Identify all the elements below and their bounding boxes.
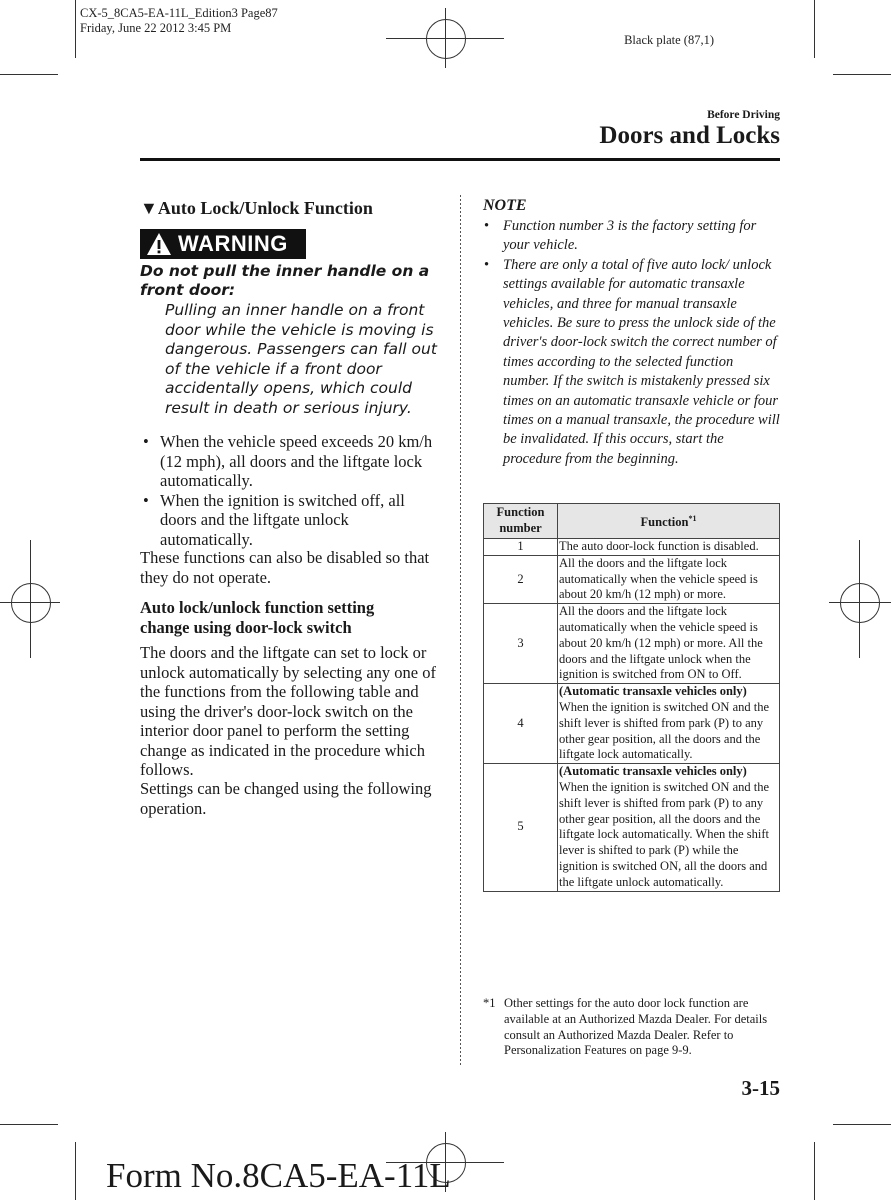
function-description: [558, 539, 780, 556]
crop-mark: [75, 1142, 76, 1200]
warning-body: Pulling an inner handle on a front door while the vehicle is moving is dangerous. Passengers can fall out of the vehicle if a front door accidentally opens, which could result in death or serious injury.: [165, 301, 437, 417]
header-function-number: [484, 504, 558, 539]
crop-mark: [75, 0, 76, 58]
list-item: • When the ignition is switched off, all doors and the liftgate unlock automatically.: [140, 491, 440, 550]
table-row: [484, 764, 780, 891]
function-number: 4: [484, 684, 558, 764]
warning-label: WARNING: [178, 231, 288, 256]
header-function-number-line1: Function: [496, 505, 545, 520]
function-text: When the ignition is switched ON and the shift lever is shifted from park (P) to any other gear position, all the doors and the liftgate lock automatically.: [559, 699, 770, 762]
table-row: [484, 604, 780, 684]
warning-lead: Do not pull the inner handle on a front door:: [140, 262, 430, 299]
function-description: [558, 684, 780, 764]
instruction-paragraph: The doors and the liftgate can set to lock or unlock automatically by selecting any one of the functions from the following table and using the driver's door-lock switch on the interior door panel to perform the setting change as indicated in the procedure which follows.: [140, 643, 436, 779]
operation-paragraph: Settings can be changed using the following operation.: [140, 779, 432, 818]
function-qualifier: (Automatic transaxle vehicles only): [559, 684, 747, 699]
function-number: 1: [484, 539, 558, 556]
column-divider: [460, 195, 461, 1065]
note-title: NOTE: [483, 197, 527, 214]
note-list: [483, 217, 783, 469]
table-row: [484, 684, 780, 764]
function-text: All the doors and the liftgate lock automatically when the vehicle speed is about 20 km/h (12 mph) or more. All the doors and the liftgate unlock when the ignition is switched from ON to Off.: [559, 604, 763, 682]
function-text: When the ignition is switched ON and the shift lever is shifted from park (P) to any other gear position, all the doors and the liftgate lock automatically. When the shift lever is shifted to park (P) while the ignition is switched ON, all the doors and the liftgate unlock automatically.: [559, 779, 770, 889]
form-number: Form No.8CA5-EA-11L: [106, 1156, 451, 1195]
crop-mark: [814, 0, 815, 58]
section-heading: ▼Auto Lock/Unlock Function: [140, 198, 373, 218]
crop-mark: [833, 74, 891, 75]
table-row: [484, 539, 780, 556]
header-function: [558, 504, 780, 539]
print-header-line1: CX-5_8CA5-EA-11L_Edition3 Page87: [80, 6, 278, 20]
function-description: [558, 764, 780, 891]
warning-triangle-icon: [146, 231, 172, 257]
disable-text: These functions can also be disabled so that they do not operate.: [140, 548, 430, 587]
feature-list: [140, 432, 440, 549]
note-item: • Function number 3 is the factory setting for your vehicle.: [483, 217, 783, 256]
header-function-number-line2: number: [499, 521, 542, 535]
list-item: • When the vehicle speed exceeds 20 km/h (12 mph), all doors and the liftgate lock automatically.: [140, 432, 440, 491]
footnote-mark: *1: [483, 996, 496, 1010]
sub-heading: Auto lock/unlock function setting change using door-lock switch: [140, 598, 375, 637]
function-number: 3: [484, 604, 558, 684]
page-title: Doors and Locks: [599, 122, 780, 149]
function-description: [558, 604, 780, 684]
footnote-text: Other settings for the auto door lock function are available at an Authorized Mazda Dealer. For details consult an Authorized Mazda Dealer. Refer to Personalization Features on page 9-9.: [504, 996, 768, 1058]
title-rule: [140, 158, 780, 161]
crop-mark: [0, 1124, 58, 1125]
table-row: [484, 555, 780, 603]
section-label: Before Driving: [707, 109, 780, 121]
crop-mark: [833, 1124, 891, 1125]
header-function-label: Function: [640, 515, 689, 530]
footnote: [483, 996, 783, 1059]
crop-mark: [814, 1142, 815, 1200]
note-item: • There are only a total of five auto lock/ unlock settings available for automatic transaxle vehicles, and three for manual transaxle vehicles. Be sure to press the unlock side of the driver's door-lock switch the correct number of times according to the selected function number. If the switch is mistakenly pressed six times on an automatic transaxle vehicle or four times on a manual transaxle, the procedure will be invalidated. If this occurs, start the procedure from the beginning.: [483, 256, 783, 469]
function-qualifier: (Automatic transaxle vehicles only): [559, 764, 747, 779]
footnote-ref: *1: [688, 514, 697, 524]
table-header-row: [484, 504, 780, 539]
print-header-line2: Friday, June 22 2012 3:45 PM: [80, 21, 232, 35]
crop-mark: [0, 74, 58, 75]
function-number: 5: [484, 764, 558, 891]
function-table: [483, 503, 780, 892]
function-text: The auto door-lock function is disabled.: [559, 539, 759, 553]
function-number: 2: [484, 555, 558, 603]
print-header: [80, 6, 278, 36]
warning-banner: [140, 229, 306, 259]
page-number: 3-15: [741, 1076, 780, 1100]
function-text: All the doors and the liftgate lock automatically when the vehicle speed is about 20 km/h (12 mph) or more.: [559, 555, 758, 602]
function-description: [558, 555, 780, 603]
plate-label: Black plate (87,1): [624, 33, 714, 47]
